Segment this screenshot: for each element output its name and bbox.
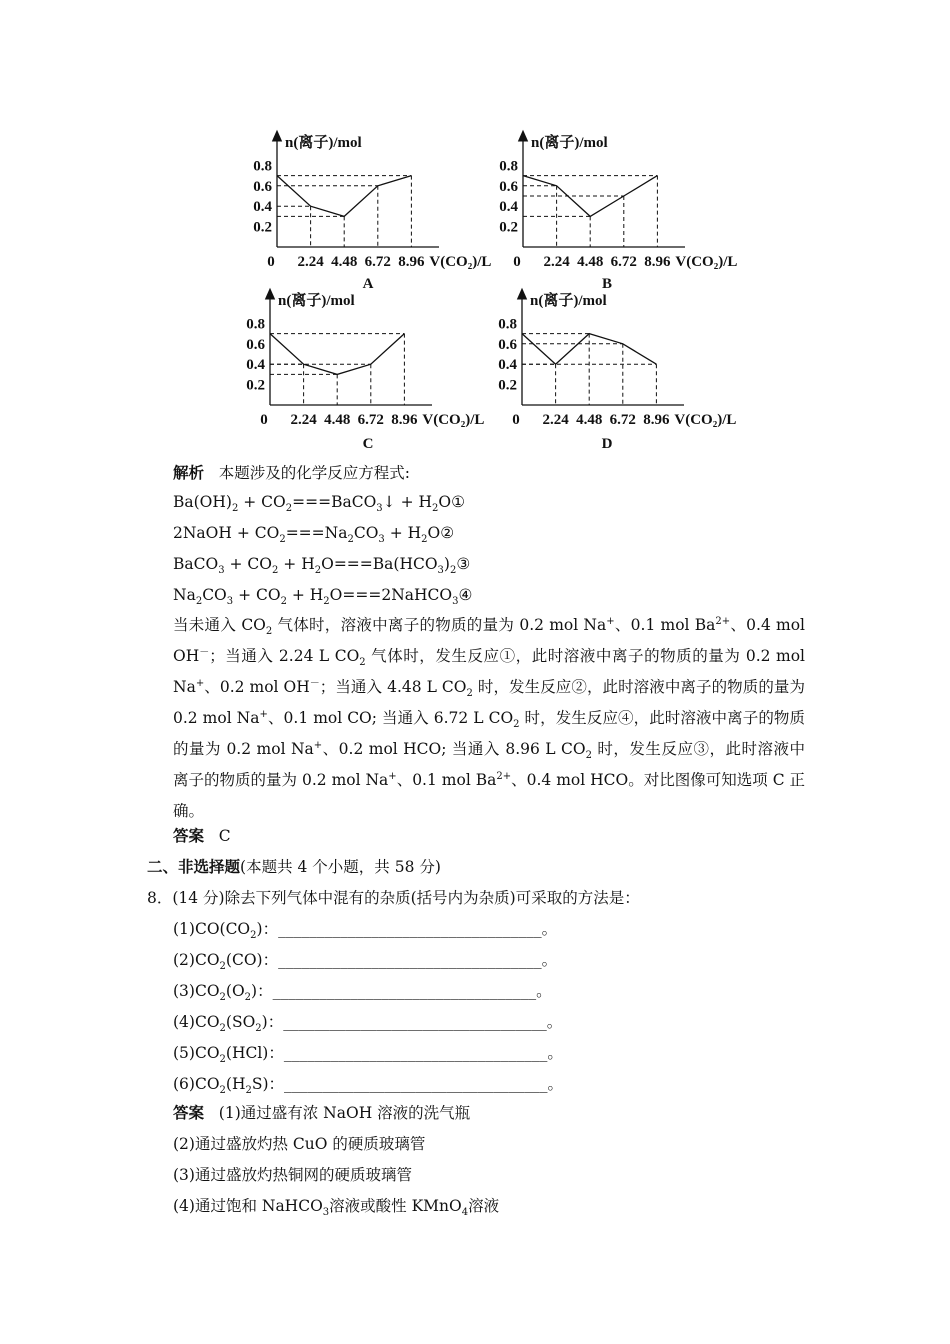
y-axis-title: n(离子)/mol bbox=[531, 135, 608, 151]
equation-4: $Na_2CO_3 + CO_2$ + $H_2O===2NaHCO_3④$ bbox=[173, 586, 473, 608]
answer-value: C bbox=[218, 827, 231, 845]
answer-blank[interactable]: __________________________________ bbox=[278, 951, 542, 969]
answer-blank[interactable]: __________________________________ bbox=[278, 920, 542, 938]
y-tick-label: 0.4 bbox=[498, 357, 517, 374]
y-tick-label: 0.8 bbox=[499, 158, 518, 175]
x-tick-label: 2.24 bbox=[290, 412, 317, 428]
chart-caption: C bbox=[362, 436, 374, 452]
equation-1: $Ba(OH)_2$ + $CO_2===BaCO_3↓$ + $H_2O①$ bbox=[173, 493, 466, 515]
answer-blank[interactable]: __________________________________ bbox=[283, 1013, 547, 1031]
y-axis-title: n(离子)/mol bbox=[278, 293, 355, 309]
question-8-stem: 8．(14 分)除去下列气体中混有的杂质(括号内为杂质)可采取的方法是： bbox=[147, 889, 640, 907]
origin-label: 0 bbox=[267, 254, 275, 270]
answer-label: 答案 bbox=[173, 1103, 205, 1122]
x-axis-title: V(CO₂)/L bbox=[422, 412, 485, 428]
question-8-answer-3: (3)通过盛放灼热铜网的硬质玻璃管 bbox=[173, 1166, 412, 1184]
x-tick-label: 8.96 bbox=[398, 254, 425, 270]
answer-blank[interactable]: __________________________________ bbox=[283, 1044, 548, 1062]
section-note: (本题共 4 个小题，共 58 分) bbox=[240, 858, 441, 876]
y-tick-label: 0.8 bbox=[246, 316, 265, 333]
series-line bbox=[277, 176, 411, 217]
y-tick-label: 0.2 bbox=[253, 219, 272, 236]
answer-blank[interactable]: __________________________________ bbox=[284, 1075, 548, 1093]
series-line bbox=[523, 176, 657, 217]
y-tick-label: 0.2 bbox=[499, 219, 518, 236]
y-tick-label: 0.4 bbox=[253, 199, 272, 216]
analysis-answer bbox=[173, 826, 231, 846]
question-8-item-3: $(3)CO_2(O_2)$：__________________________________。 bbox=[173, 982, 552, 1004]
y-tick-label: 0.6 bbox=[499, 178, 518, 195]
x-tick-label: 2.24 bbox=[543, 254, 570, 270]
y-tick-label: 0.6 bbox=[498, 336, 517, 353]
chart-caption: D bbox=[601, 436, 613, 452]
origin-label: 0 bbox=[512, 412, 520, 428]
equation-3: BaCO$_3$ + $CO_2$ + $H_2O===Ba(HCO_3)_2③$ bbox=[173, 555, 471, 577]
x-tick-label: 6.72 bbox=[357, 412, 384, 428]
x-tick-label: 4.48 bbox=[324, 412, 351, 428]
question-8-item-6: $(6)CO_2(H_2S)$：__________________________________。 bbox=[173, 1075, 564, 1097]
y-tick-label: 0.6 bbox=[246, 336, 265, 353]
y-tick-label: 0.2 bbox=[246, 377, 265, 394]
x-tick-label: 4.48 bbox=[577, 254, 604, 270]
section-heading bbox=[147, 857, 441, 877]
question-8-item-1: $(1)CO(CO_2)$：__________________________________。 bbox=[173, 920, 558, 942]
series-line bbox=[270, 334, 404, 375]
x-tick-label: 6.72 bbox=[609, 412, 636, 428]
question-8-answer-2: (2)通过盛放灼热 CuO 的硬质玻璃管 bbox=[173, 1135, 426, 1153]
analysis-paragraph: 当未通入 $CO_2$ 气体时，溶液中离子的物质的量为 0.2 mol Na+、0.1 mol $Ba^{2+}$、0.4 mol OH－；当通入 2.24 L $CO_2$ 气体时，发生反应①，此时溶液中离子的物质的量为 0.2 mol Na+、0.2 mol OH－；当通入 4.48 L $CO_2$ 时，发生反应②，此时溶液中离子的物质的量为 0.2 mol Na+、0.1 mol CO; 当通入 6.72 L $CO_2$ 时，发生反应④，此时溶液中离子的物质的量为 0.2 mol Na+、0.2 mol HCO; 当通入 8.96 L $CO_2$ 时，发生反应③，此时溶液中离子的物质的量为 0.2 mol Na+、0.1 mol $Ba^{2+}$、0.4 mol HCO。对比图像可知选项 C 正确。 bbox=[173, 615, 806, 820]
section-title: 二、非选择题 bbox=[147, 857, 241, 876]
question-8-answer-1: 答案 (1)通过盛有浓 NaOH 溶液的洗气瓶 bbox=[173, 1103, 471, 1122]
answer-label: 答案 bbox=[173, 826, 205, 845]
analysis-intro: 本题涉及的化学反应方程式: bbox=[218, 464, 411, 482]
y-tick-label: 0.4 bbox=[246, 357, 265, 374]
origin-label: 0 bbox=[513, 254, 521, 270]
x-tick-label: 8.96 bbox=[643, 412, 670, 428]
y-axis-title: n(离子)/mol bbox=[285, 135, 362, 151]
chart-caption: B bbox=[601, 276, 613, 292]
equation-2: 2NaOH + $CO_2===Na_2CO_3$ + $H_2O②$ bbox=[173, 524, 455, 546]
question-8-item-5: $(5)CO_2(HCl)$：__________________________________。 bbox=[173, 1044, 563, 1066]
x-tick-label: 2.24 bbox=[297, 254, 324, 270]
x-tick-label: 4.48 bbox=[331, 254, 358, 270]
x-axis-title: V(CO₂)/L bbox=[674, 412, 737, 428]
y-tick-label: 0.2 bbox=[498, 377, 517, 394]
question-8-item-2: $(2)CO_2(CO)$：__________________________________。 bbox=[173, 951, 558, 973]
y-tick-label: 0.8 bbox=[498, 316, 517, 333]
x-axis-title: V(CO₂)/L bbox=[675, 254, 738, 270]
x-tick-label: 4.48 bbox=[576, 412, 603, 428]
x-tick-label: 8.96 bbox=[644, 254, 671, 270]
origin-label: 0 bbox=[260, 412, 268, 428]
y-axis-title: n(离子)/mol bbox=[530, 293, 607, 309]
analysis-label: 解析 bbox=[173, 463, 205, 482]
x-tick-label: 2.24 bbox=[542, 412, 569, 428]
x-tick-label: 8.96 bbox=[391, 412, 418, 428]
chart-caption: A bbox=[362, 276, 374, 292]
analysis-line bbox=[173, 463, 410, 483]
question-8-answer-4: (4)通过饱和 NaHCO$_3$溶液或酸性 KMnO$_4$溶液 bbox=[173, 1197, 500, 1219]
question-8-item-4: $(4)CO_2(SO_2)$：__________________________________。 bbox=[173, 1013, 563, 1035]
x-axis-title: V(CO₂)/L bbox=[429, 254, 492, 270]
answer-blank[interactable]: __________________________________ bbox=[272, 982, 537, 1000]
x-tick-label: 6.72 bbox=[364, 254, 391, 270]
y-tick-label: 0.8 bbox=[253, 158, 272, 175]
figure-charts bbox=[0, 0, 950, 460]
y-tick-label: 0.4 bbox=[499, 199, 518, 216]
y-tick-label: 0.6 bbox=[253, 178, 272, 195]
x-tick-label: 6.72 bbox=[610, 254, 637, 270]
